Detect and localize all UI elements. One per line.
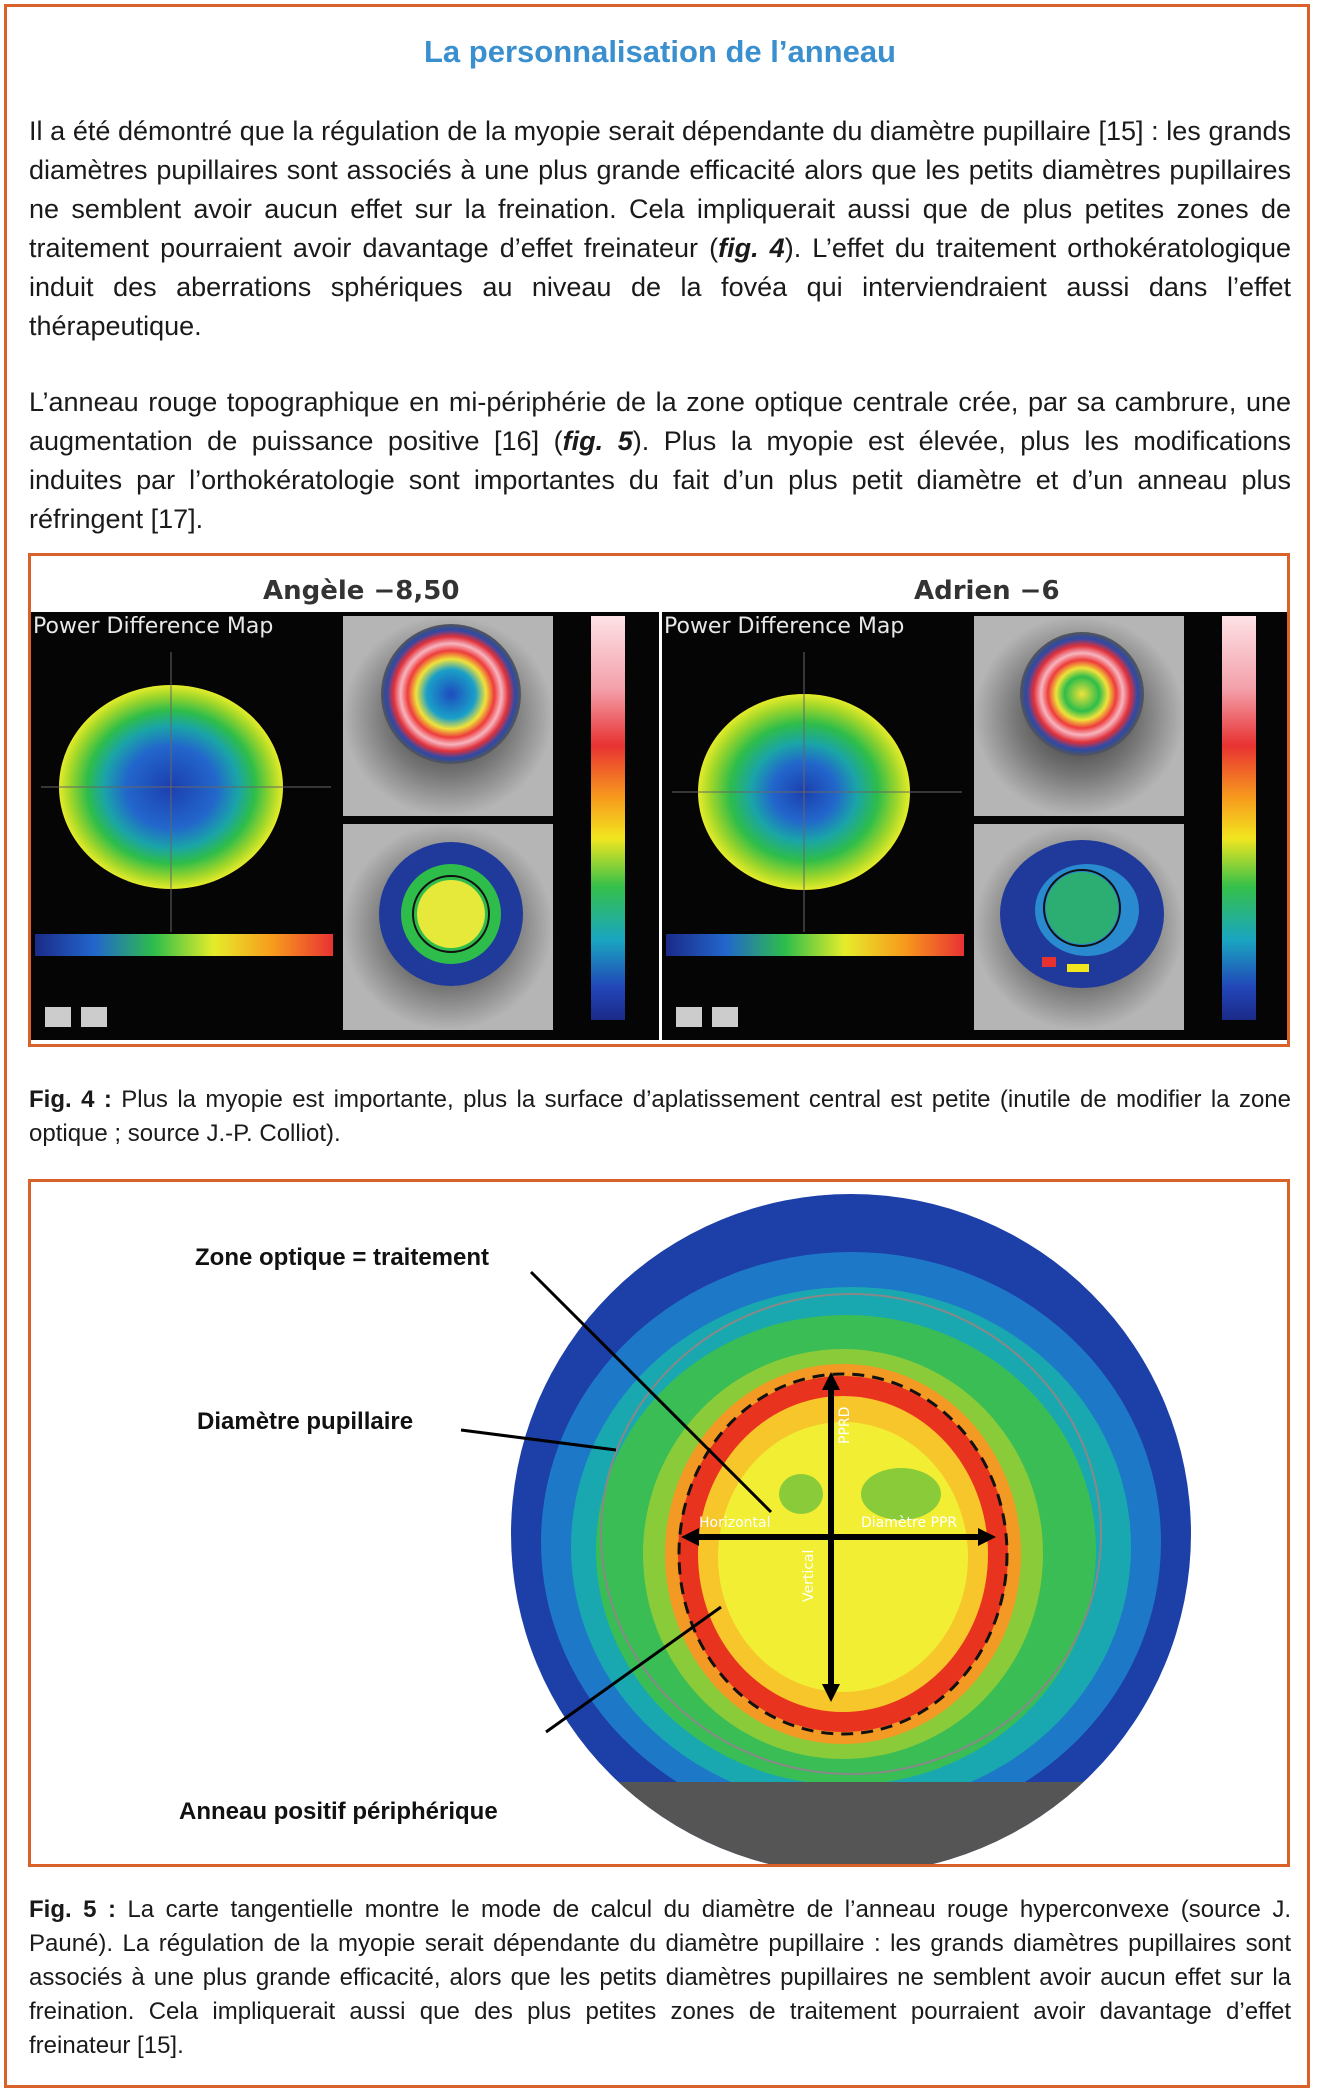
label-ppr-diameter: Diamètre PPR	[861, 1515, 958, 1531]
figure-5-caption-text: La carte tangentielle montre le mode de calcul du diamètre de l’anneau rouge hyperconvexe (source J. Pauné). La régulation de la myopie serait dépendante du diamètre pupillaire : les grands diamètres pupillaires sont associés à une plus grande efficacité, alors que les petits diamètres pupillaires ne semblent avoir aucun effet sur la freination. Cela impliquerait aussi que des plus petites zones de traitement pourraient avoir davantage d’effet freinateur [15].	[29, 1896, 1291, 2059]
topography-right-graphic	[662, 612, 1287, 1040]
figure-5-caption-label: Fig. 5 :	[29, 1896, 116, 1923]
paragraph-2-text-b: ). Plus la myopie est élevée, plus les modifications induites par l’orthokératologie sont importantes du fait d’un plus petit diamètre et d’un anneau plus réfringent [17].	[29, 426, 1291, 534]
tangential-map	[31, 1182, 1287, 1864]
patient-label-left: Angèle −8,50	[263, 576, 460, 606]
paragraph-2	[29, 383, 1291, 539]
map-title-left: Power Difference Map	[33, 614, 274, 639]
figure-4	[28, 553, 1290, 1047]
label-vertical: Vertical	[801, 1549, 817, 1602]
section-title: La personnalisation de l’anneau	[424, 34, 896, 69]
fig4-reference: fig. 4	[718, 233, 785, 263]
topography-right	[662, 612, 1287, 1040]
paragraph-2-text-a: L’anneau rouge topographique en mi-périphérie de la zone optique centrale crée, par sa cambrure, une augmentation de puissance positive [16] (	[29, 387, 1291, 456]
paragraph-1-text-b: ). L’effet du traitement orthokératologique induit des aberrations sphériques au niveau de la fovéa qui interviendraient aussi dans l’effet thérapeutique.	[29, 233, 1291, 341]
figure-5-caption	[29, 1893, 1291, 2063]
annotation-peripheral-ring: Anneau positif périphérique	[179, 1798, 498, 1825]
fig5-reference: fig. 5	[562, 426, 633, 456]
annotation-optic-zone: Zone optique = traitement	[195, 1244, 490, 1271]
paragraph-1-text-a: Il a été démontré que la régulation de la myopie serait dépendante du diamètre pupillaire [15] : les grands diamètres pupillaires sont associés à une plus grande efficacité alors que les petits diamètres pupillaires ne semblent avoir aucun effet sur la freination. Cela impliquerait aussi que de plus petites zones de traitement pourraient avoir davantage d’effet freinateur (	[29, 116, 1291, 263]
label-pprd: PPRD	[837, 1406, 853, 1444]
label-horizontal: Horizontal	[699, 1515, 771, 1531]
figure-4-caption	[29, 1083, 1291, 1151]
patient-label-right: Adrien −6	[914, 576, 1060, 606]
map-title-right: Power Difference Map	[664, 614, 905, 639]
topography-left-graphic	[31, 612, 659, 1040]
figure-4-caption-text: Plus la myopie est importante, plus la surface d’aplatissement central est petite (inutile de modifier la zone optique ; source J.-P. Colliot).	[29, 1086, 1291, 1147]
paragraph-1	[29, 112, 1291, 346]
figure-4-caption-label: Fig. 4 :	[29, 1086, 112, 1113]
figure-5	[28, 1179, 1290, 1867]
topography-left	[31, 612, 659, 1040]
annotation-pupil-diameter: Diamètre pupillaire	[197, 1408, 414, 1435]
